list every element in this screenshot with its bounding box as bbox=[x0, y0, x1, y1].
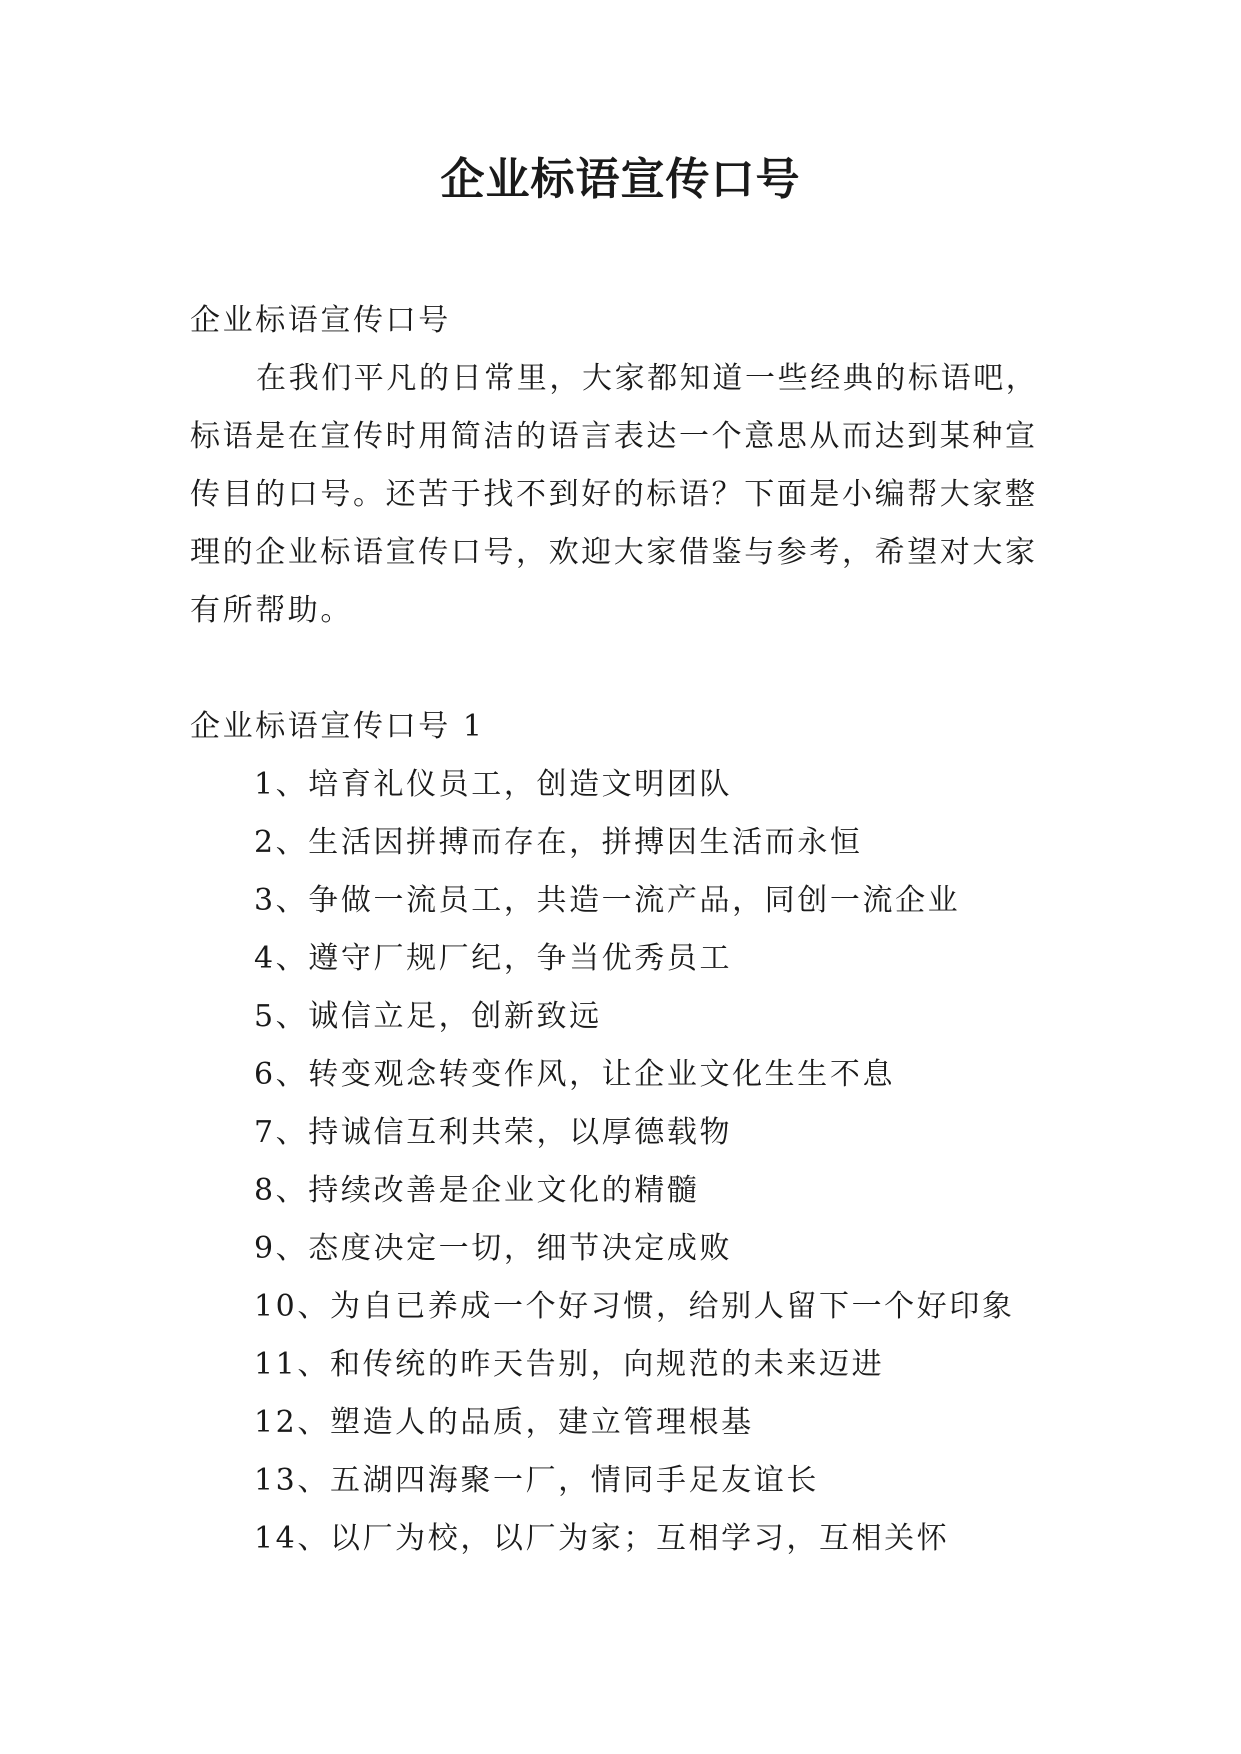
slogan-item: 4、遵守厂规厂纪，争当优秀员工 bbox=[254, 941, 733, 976]
paragraph-gap bbox=[190, 640, 1060, 698]
slogan-item: 13、五湖四海聚一厂，情同手足友谊长 bbox=[254, 1463, 819, 1498]
slogan-item: 7、持诚信互利共荣，以厚德载物 bbox=[254, 1115, 733, 1150]
slogan-item: 9、态度决定一切，细节决定成败 bbox=[254, 1231, 733, 1266]
slogan-item: 10、为自已养成一个好习惯，给别人留下一个好印象 bbox=[254, 1289, 1015, 1324]
slogan-item: 6、转变观念转变作风，让企业文化生生不息 bbox=[254, 1057, 896, 1092]
slogan-item: 12、塑造人的品质，建立管理根基 bbox=[254, 1405, 754, 1440]
slogan-item: 1、培育礼仪员工，创造文明团队 bbox=[254, 767, 733, 802]
document-title: 企业标语宣传口号 bbox=[440, 154, 801, 205]
slogan-item: 11、和传统的昨天告别，向规范的未来迈进 bbox=[254, 1347, 885, 1382]
intro-paragraph: 在我们平凡的日常里，大家都知道一些经典的标语吧，标语是在宣传时用简洁的语言表达一个意思从而达到某种宣传目的口号。还苦于找不到好的标语？下面是小编帮大家整理的企业标语宣传口号，欢迎大家借鉴与参考，希望对大家有所帮助。 bbox=[190, 361, 1039, 628]
slogan-item: 14、以厂为校，以厂为家；互相学习，互相关怀 bbox=[254, 1521, 950, 1556]
slogan-item: 3、争做一流员工，共造一流产品，同创一流企业 bbox=[254, 883, 961, 918]
slogan-item: 8、持续改善是企业文化的精髓 bbox=[254, 1173, 700, 1208]
slogan-item: 2、生活因拼搏而存在，拼搏因生活而永恒 bbox=[254, 825, 863, 860]
subtitle: 企业标语宣传口号 bbox=[190, 303, 451, 338]
section-heading: 企业标语宣传口号 1 bbox=[190, 709, 485, 744]
slogan-list bbox=[190, 756, 1060, 1568]
document-body bbox=[190, 292, 1060, 1568]
slogan-item: 5、诚信立足，创新致远 bbox=[254, 999, 602, 1034]
